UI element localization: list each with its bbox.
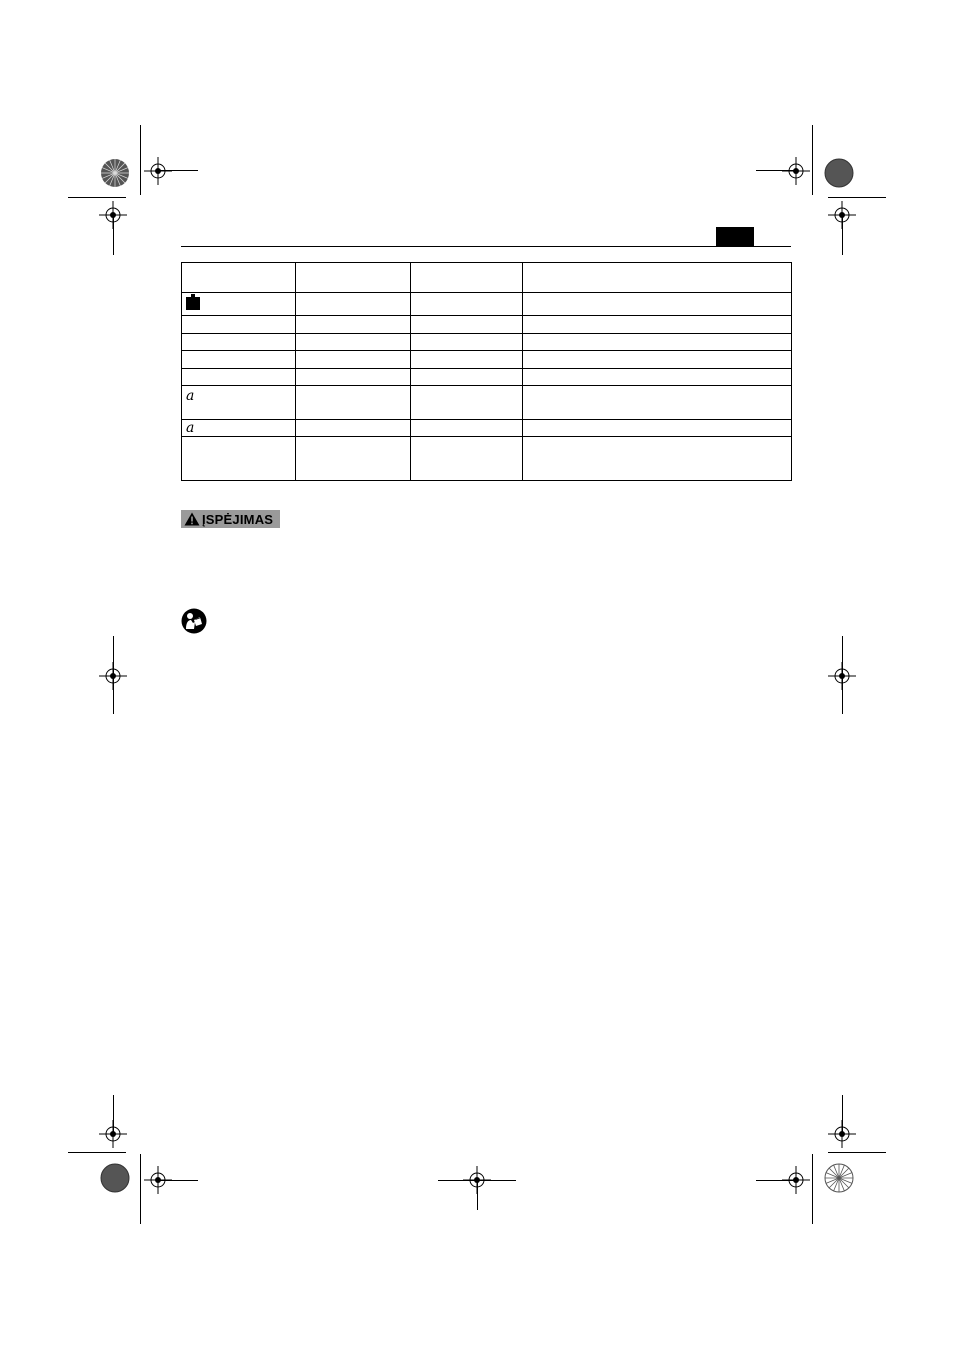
crop-line [68, 1152, 126, 1153]
table-cell [296, 369, 411, 386]
table-cell [182, 316, 296, 334]
table-cell [296, 437, 411, 481]
table-row [182, 420, 792, 437]
table-cell [411, 386, 523, 420]
table-cell [523, 351, 792, 369]
table-cell [296, 293, 411, 316]
crop-line [477, 1180, 478, 1210]
table-cell [296, 386, 411, 420]
table-cell [182, 263, 296, 293]
crop-line [842, 215, 843, 255]
table-cell [523, 263, 792, 293]
crop-line [113, 215, 114, 255]
table-cell [411, 334, 523, 351]
sunburst-mark-top-left [100, 158, 130, 188]
table-cell [182, 369, 296, 386]
crop-line [113, 636, 114, 714]
table-cell [523, 420, 792, 437]
crop-line [756, 170, 796, 171]
vibration-symbol: a [186, 388, 195, 404]
table-cell [411, 437, 523, 481]
crop-line [158, 170, 198, 171]
table-row [182, 293, 792, 316]
table-row [182, 386, 792, 420]
table-cell [182, 351, 296, 369]
table-row [182, 351, 792, 369]
table-cell [182, 420, 296, 437]
warning-badge [181, 510, 280, 528]
crop-line [842, 636, 843, 714]
table-cell [182, 437, 296, 481]
crop-line [68, 197, 126, 198]
crop-line [828, 197, 886, 198]
crop-line [113, 1095, 114, 1135]
crop-line [158, 1180, 198, 1181]
table-row [182, 369, 792, 386]
spec-table [181, 262, 792, 481]
table-cell [523, 437, 792, 481]
crop-line [140, 1154, 141, 1224]
table-cell [411, 263, 523, 293]
table-cell [411, 293, 523, 316]
table-cell [523, 316, 792, 334]
table-row [182, 263, 792, 293]
crop-line [140, 125, 141, 195]
table-cell [523, 334, 792, 351]
table-cell [411, 420, 523, 437]
read-manual-icon [181, 608, 207, 634]
table-row [182, 437, 792, 481]
table-cell [182, 386, 296, 420]
sunburst-mark-bottom-right [824, 1163, 854, 1193]
table-cell [182, 334, 296, 351]
table-cell [296, 316, 411, 334]
crosshair-mark [144, 157, 172, 185]
table-cell [523, 369, 792, 386]
table-cell [411, 351, 523, 369]
crop-line [812, 125, 813, 195]
crop-line [812, 1154, 813, 1224]
table-cell [296, 263, 411, 293]
warning-triangle-icon [184, 512, 200, 526]
language-tab [716, 227, 754, 247]
crop-line [842, 1095, 843, 1135]
table-row [182, 316, 792, 334]
crop-line [828, 1152, 886, 1153]
table-cell [296, 334, 411, 351]
warning-label: ĮSPĖJIMAS [202, 511, 274, 527]
vibration-symbol: a [186, 420, 195, 436]
table-cell [296, 351, 411, 369]
header-rule [181, 246, 791, 247]
table-cell [411, 316, 523, 334]
table-cell [296, 420, 411, 437]
table-cell [182, 293, 296, 316]
table-row [182, 334, 792, 351]
sunburst-mark-top-right [824, 158, 854, 188]
table-cell [523, 293, 792, 316]
sunburst-mark-bottom-left [100, 1163, 130, 1193]
crosshair-mark [782, 157, 810, 185]
table-cell [411, 369, 523, 386]
crop-line [756, 1180, 796, 1181]
weight-icon [186, 294, 200, 310]
table-cell [523, 386, 792, 420]
